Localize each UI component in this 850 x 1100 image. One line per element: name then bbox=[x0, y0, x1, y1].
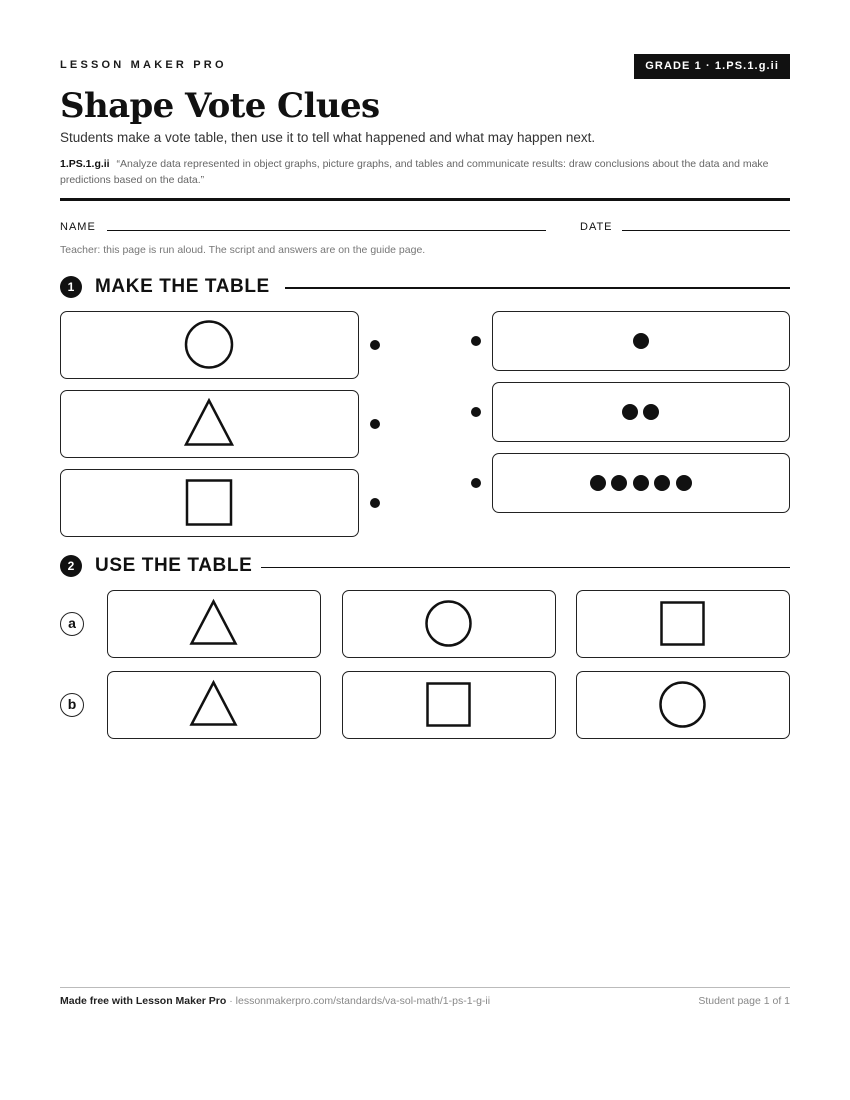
section-title: MAKE THE TABLE bbox=[95, 276, 270, 297]
standard-quote: “Analyze data represented in object graphs, picture graphs, and tables and communicate results: draw conclusions about the data and make predictions based on the data.” bbox=[60, 158, 769, 186]
section-title: USE THE TABLE bbox=[95, 555, 253, 576]
section-2-header bbox=[60, 554, 790, 578]
brand-name: LESSON MAKER PRO bbox=[60, 59, 227, 71]
header-divider bbox=[60, 198, 790, 201]
answer-card[interactable] bbox=[576, 590, 790, 658]
footer-divider bbox=[60, 987, 790, 988]
answer-card[interactable] bbox=[342, 590, 556, 658]
circle-icon bbox=[61, 312, 357, 377]
row-label: a bbox=[60, 612, 84, 636]
name-label: NAME bbox=[60, 221, 96, 233]
connector-dot[interactable] bbox=[370, 419, 380, 429]
footer-page-number: Student page 1 of 1 bbox=[698, 995, 790, 1007]
tally-card[interactable] bbox=[492, 311, 790, 371]
connector-dot[interactable] bbox=[370, 340, 380, 350]
date-field[interactable] bbox=[622, 230, 790, 231]
section-divider bbox=[261, 567, 790, 568]
triangle-icon bbox=[108, 672, 319, 737]
tally-card[interactable] bbox=[492, 382, 790, 442]
tally-dot bbox=[676, 475, 692, 491]
tally-card[interactable] bbox=[492, 453, 790, 513]
standard-text bbox=[60, 156, 790, 188]
square-icon bbox=[61, 470, 357, 535]
teacher-note: Teacher: this page is run aloud. The script and answers are on the guide page. bbox=[60, 244, 426, 256]
tally-dot bbox=[643, 404, 659, 420]
shape-card[interactable] bbox=[60, 469, 359, 537]
section-number: 1 bbox=[60, 276, 82, 298]
date-label: DATE bbox=[580, 221, 613, 233]
answer-card[interactable] bbox=[342, 671, 556, 739]
standard-code: 1.PS.1.g.ii bbox=[60, 158, 110, 170]
tally-dot bbox=[633, 333, 649, 349]
tally-dot bbox=[622, 404, 638, 420]
footer-url: · lessonmakerpro.com/standards/va-sol-math/1-ps-1-g-ii bbox=[226, 995, 491, 1007]
connector-dot[interactable] bbox=[471, 336, 481, 346]
row-label: b bbox=[60, 693, 84, 717]
connector-dot[interactable] bbox=[370, 498, 380, 508]
circle-icon bbox=[577, 672, 788, 737]
section-1-header bbox=[60, 275, 790, 299]
tally-dot bbox=[654, 475, 670, 491]
name-date-row bbox=[60, 220, 790, 236]
answer-card[interactable] bbox=[107, 671, 321, 739]
section-divider bbox=[285, 287, 790, 289]
connector-dot[interactable] bbox=[471, 407, 481, 417]
square-icon bbox=[577, 591, 788, 656]
circle-icon bbox=[343, 591, 554, 656]
name-field[interactable] bbox=[107, 230, 546, 231]
section-number: 2 bbox=[60, 555, 82, 577]
page-subtitle: Students make a vote table, then use it to tell what happened and what may happen next. bbox=[60, 130, 596, 145]
answer-card[interactable] bbox=[107, 590, 321, 658]
triangle-icon bbox=[108, 591, 319, 656]
tally-dot bbox=[633, 475, 649, 491]
shape-card[interactable] bbox=[60, 311, 359, 379]
shape-card[interactable] bbox=[60, 390, 359, 458]
worksheet-page bbox=[60, 0, 790, 1100]
footer-made-with: Made free with Lesson Maker Pro bbox=[60, 995, 227, 1007]
triangle-icon bbox=[61, 391, 357, 456]
connector-dot[interactable] bbox=[471, 478, 481, 488]
grade-badge: GRADE 1 · 1.PS.1.g.ii bbox=[634, 54, 790, 79]
square-icon bbox=[343, 672, 554, 737]
tally-dot bbox=[611, 475, 627, 491]
page-title: Shape Vote Clues bbox=[60, 86, 380, 126]
tally-dot bbox=[590, 475, 606, 491]
answer-card[interactable] bbox=[576, 671, 790, 739]
footer-credit bbox=[60, 995, 490, 1007]
